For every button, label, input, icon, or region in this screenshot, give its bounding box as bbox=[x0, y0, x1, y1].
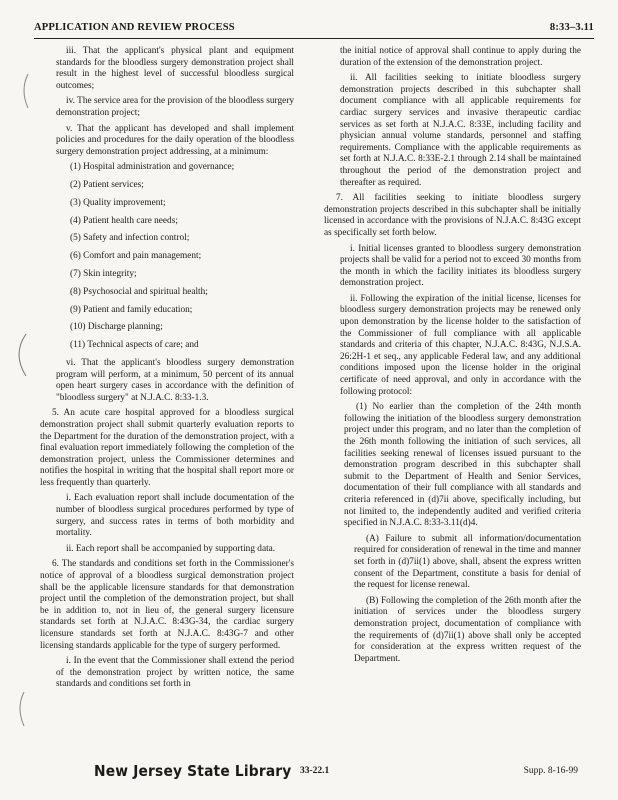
running-header bbox=[34, 22, 594, 39]
paragraph-6: 6. The standards and conditions set forth in the Commissioner's notice of approval of a bloodless surgical demonstration project shall be the applicable licensure standards for that demonstration project until the completion of the demonstration project, but shall be in addition to, not in lieu of, the general surgery licensure standards set forth at N.J.A.C. 8:43G-34, the cardiac surgery licensure standards set forth at N.J.A.C. 8:43G-7 and other licensing standards applicable for the type of surgery performed. bbox=[40, 559, 294, 651]
list-item: (9) Patient and family education; bbox=[70, 304, 193, 315]
paragraph-continued: the initial notice of approval shall continue to apply during the duration of the extension of the demonstration project. bbox=[340, 46, 581, 68]
list-item: (10) Discharge planning; bbox=[70, 322, 163, 333]
paragraph-A: (A) Failure to submit all information/documentation required for consideration of renewal in the time and manner set forth in (d)7ii(1) above, shall, absent the express written consent of the Department, constitute a basis for denial of the request for license renewal. bbox=[354, 533, 581, 591]
paragraph-6-i: i. In the event that the Commissioner shall extend the period of the demonstration project by written notice, the same standards and conditions set forth in bbox=[56, 656, 294, 690]
scan-mark-icon bbox=[18, 72, 32, 112]
scan-mark-icon bbox=[14, 690, 28, 730]
list-item: (7) Skin integrity; bbox=[70, 269, 137, 280]
paragraph-7-ii-1: (1) No earlier than the completion of the 24th month following the initiation of the bloodless surgery demonstration project under this program, and no later than the completion of the 26th month following the initiation of such services, all facilities seeking renewal of licenses issued pursuant to the demonstration program described in this subchapter shall submit to the Department of Health and Senior Services, documentation of their full compliance with all standards and criteria referenced in (d)7ii above, specifically including, but not limited to, the independently audited and verified criteria specified in N.J.A.C. 8:33-3.11(d)4. bbox=[344, 402, 581, 529]
paragraph-vi: vi. That the applicant's bloodless surgery demonstration program will perform, at a minimum, 50 percent of its annual open heart surgery cases in accordance with the definition of "bloodless surgery" at N.J.A.C. 8:33-1.3. bbox=[56, 357, 294, 403]
right-column bbox=[324, 46, 581, 669]
paragraph-7: 7. All facilities seeking to initiate bloodless surgery demonstration projects described in this subchapter shall be initially licensed in accordance with the provisions of N.J.A.C. 8:43G except as specifically set forth below. bbox=[324, 193, 581, 238]
paragraph-7-i: i. Initial licenses granted to bloodless surgery demonstration projects shall be valid for a period not to exceed 30 months from the month in which the facility initiates its bloodless surgery demonstration project. bbox=[340, 243, 581, 289]
supplement-date: Supp. 8-16-99 bbox=[523, 766, 578, 776]
paragraph-6-ii: ii. All facilities seeking to initiate bloodless surgery demonstration projects described in this subchapter shall document compliance with all applicable requirements for cardiac surgery services and invasive therapeutic cardiac services as set forth at N.J.A.C. 8:33E, including facility and physician annual volume standards, personnel and staffing requirements. Compliance with the applicable requirements as set forth at N.J.A.C. 8:33E-2.1 through 2.14 shall be maintained throughout the period of the demonstration project and thereafter as required. bbox=[340, 73, 581, 188]
paragraph-iii: iii. That the applicant's physical plant and equipment standards for the bloodless surgery demonstration project shall result in the highest level of successful bloodless surgical outcomes; bbox=[56, 46, 294, 91]
paragraph-v: v. That the applicant has developed and shall implement policies and procedures for the daily operation of the bloodless surgery demonstration project addressing, at a minimum: bbox=[56, 123, 294, 157]
list-item: (3) Quality improvement; bbox=[70, 197, 166, 208]
library-stamp-logo: New Jersey State Library bbox=[94, 762, 292, 780]
left-column bbox=[40, 46, 294, 695]
list-item: (1) Hospital administration and governance; bbox=[70, 162, 235, 173]
list-item: (4) Patient health care needs; bbox=[70, 215, 178, 226]
policy-list bbox=[40, 162, 294, 351]
list-item: (6) Comfort and pain management; bbox=[70, 251, 202, 262]
header-title: APPLICATION AND REVIEW PROCESS bbox=[34, 22, 235, 33]
list-item: (8) Psychosocial and spiritual health; bbox=[70, 286, 208, 297]
paragraph-5-ii: ii. Each report shall be accompanied by supporting data. bbox=[66, 543, 276, 554]
paragraph-iv: iv. The service area for the provision of the bloodless surgery demonstration project; bbox=[56, 96, 294, 118]
list-item: (11) Technical aspects of care; and bbox=[70, 340, 199, 351]
punch-hole-icon bbox=[10, 330, 28, 380]
paragraph-7-ii: ii. Following the expiration of the initial license, licenses for bloodless surgery demonstration projects may be renewed only upon demonstration by the license holder to the satisfaction of the Commissioner of full compliance with all applicable standards and criteria of this chapter, N.J.A.C. 8:43G, N.J.S.A. 26:2H-1 et seq., any applicable Federal law, and any additional conditions imposed upon the license holder in the original certificate of need approval, and only in accordance with the following protocol: bbox=[340, 293, 581, 397]
page-number: 33-22.1 bbox=[300, 766, 330, 776]
list-item: (2) Patient services; bbox=[70, 180, 144, 191]
header-section-number: 8:33–3.11 bbox=[549, 22, 594, 33]
paragraph-5-i: i. Each evaluation report shall include documentation of the number of bloodless surgical procedures performed by type of surgery, and success rates in terms of both morbidity and mortality. bbox=[56, 493, 294, 539]
paragraph-5: 5. An acute care hospital approved for a bloodless surgical demonstration project shall submit quarterly evaluation reports to the Department for the duration of the demonstration project, with a final evaluation report immediately following the completion of the demonstration project, unless the Commissioner determines and notifies the hospital in writing that the hospital shall report more or less frequently than quarterly. bbox=[40, 408, 294, 488]
paragraph-B: (B) Following the completion of the 26th month after the initiation of services under the bloodless surgery demonstration project, documentation of compliance with the requirements of (d)7ii(1) above shall only be accepted for consideration at the express written request of the Department. bbox=[354, 595, 581, 664]
list-item: (5) Safety and infection control; bbox=[70, 233, 190, 244]
